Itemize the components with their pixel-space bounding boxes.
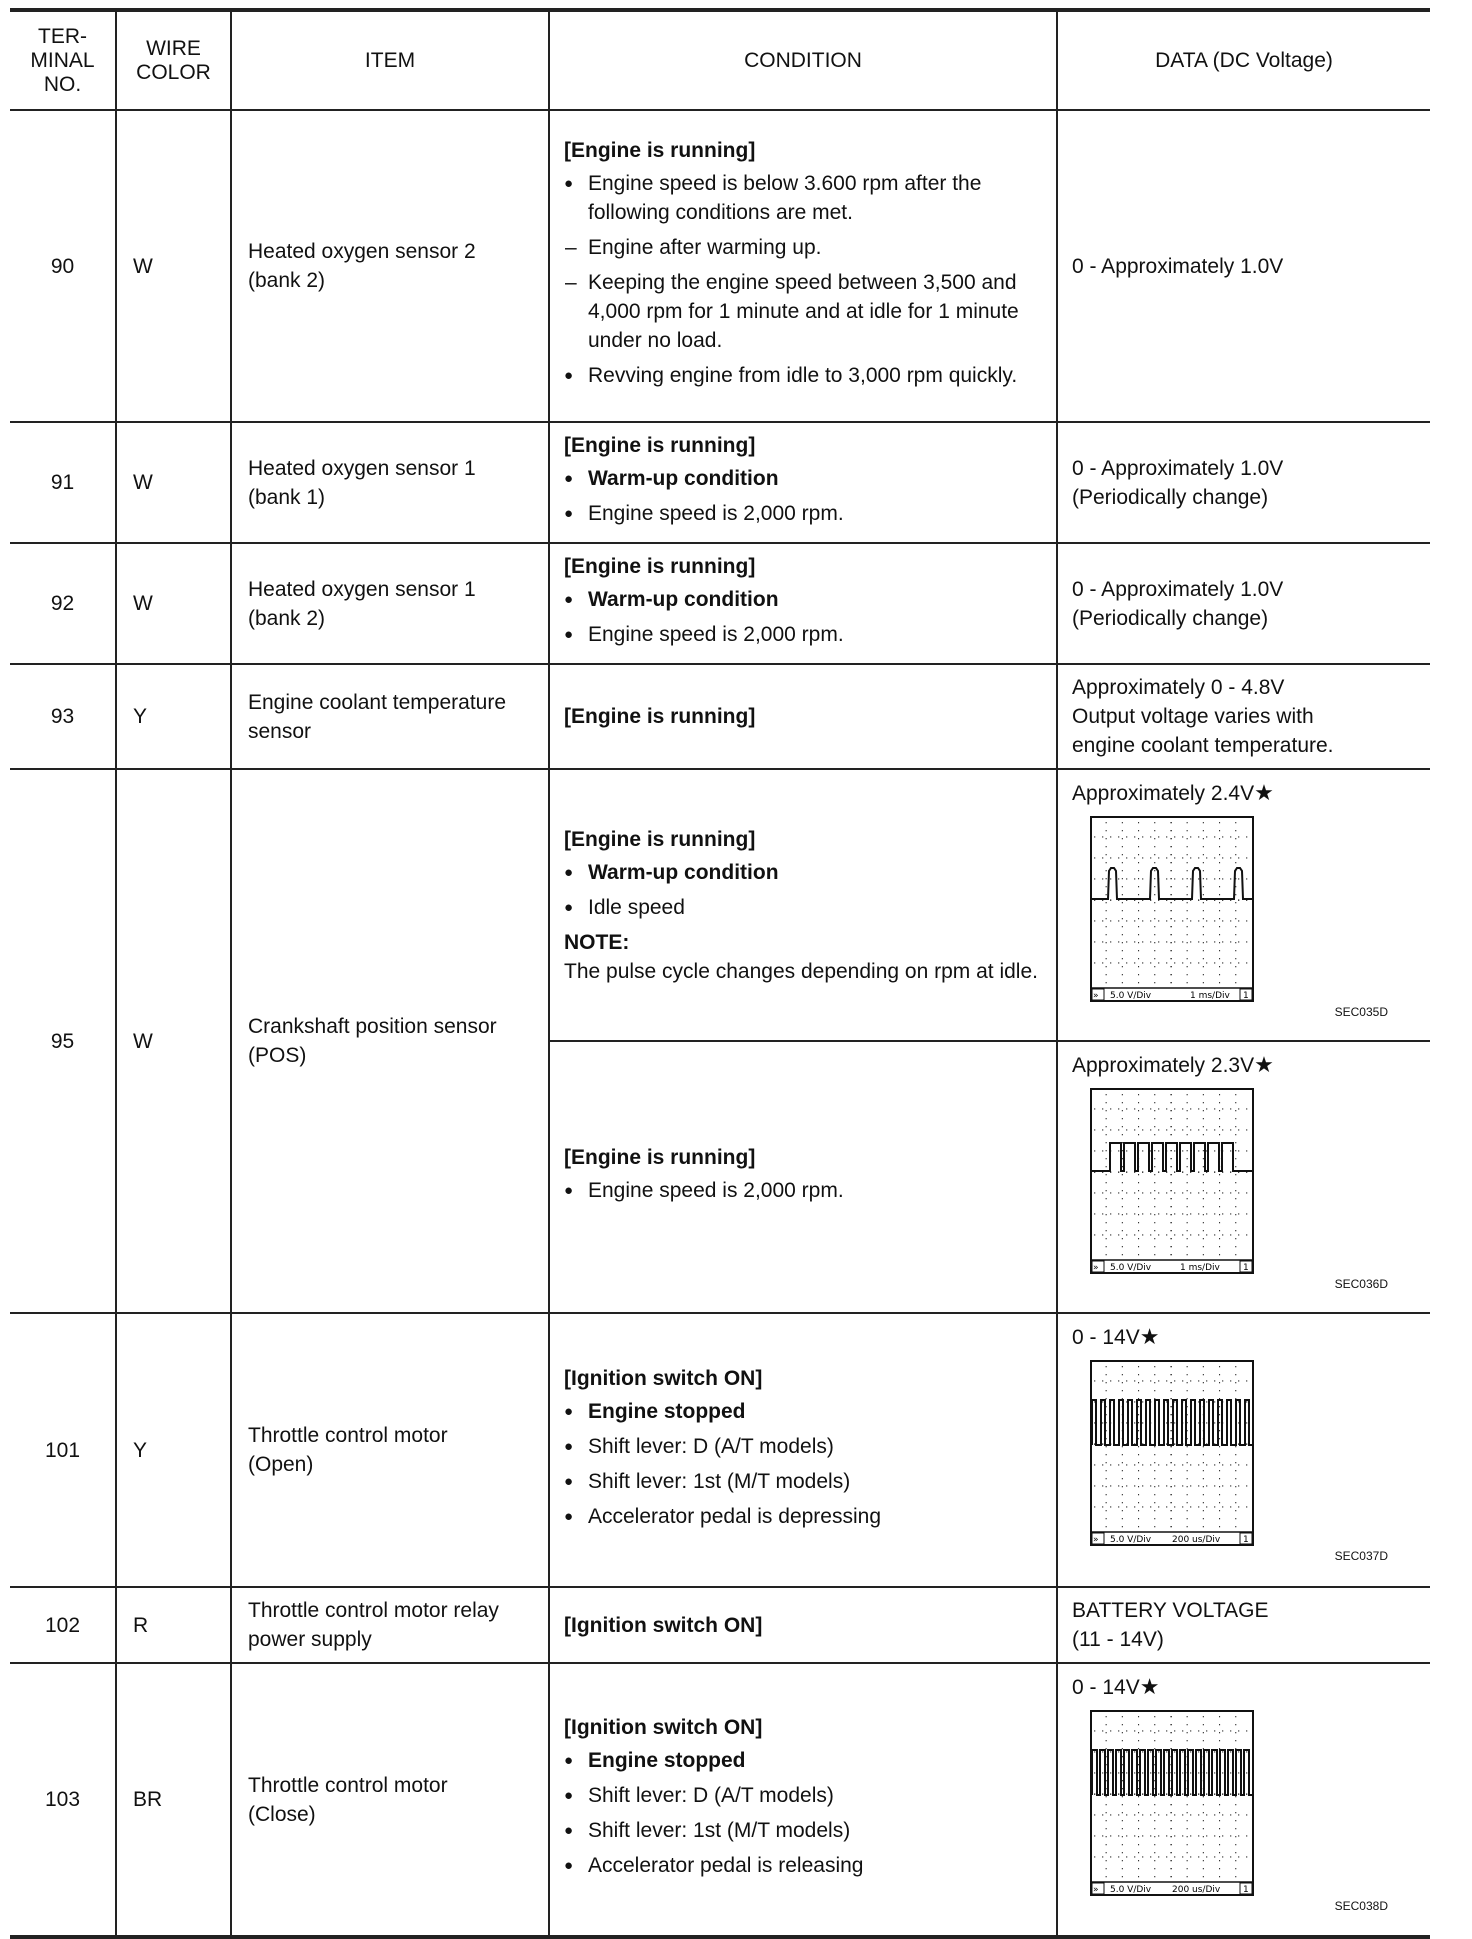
table-row <box>10 110 1430 422</box>
condition-item: ● Engine speed is 2,000 rpm. <box>564 1176 1042 1205</box>
condition-item: ● Engine speed is 2,000 rpm. <box>564 620 1042 649</box>
scope-volt-div: 5.0 V/Div <box>1110 1535 1152 1545</box>
wire-color: W <box>116 543 231 664</box>
figure-code: SEC036D <box>1334 1277 1388 1291</box>
terminal-no: 102 <box>10 1587 116 1663</box>
item-name: Crankshaft position sensor (POS) <box>231 769 549 1313</box>
scope-channel: 1 <box>1243 1535 1249 1545</box>
data-cell <box>1057 1041 1430 1313</box>
col-condition-header: CONDITION <box>549 10 1057 110</box>
data-cell <box>1057 769 1430 1041</box>
data-value: Approximately 0 - 4.8V Output voltage varies with engine coolant temperature. <box>1057 664 1430 769</box>
col-item-header: ITEM <box>231 10 549 110</box>
star-icon: ★ <box>1254 1052 1274 1077</box>
oscilloscope-waveform-sec035d <box>1090 816 1254 1002</box>
item-name: Heated oxygen sensor 1 (bank 1) <box>231 422 549 543</box>
scope-channel: 1 <box>1243 991 1249 1001</box>
condition-cell <box>549 1663 1057 1937</box>
scope-volt-div: 5.0 V/Div <box>1110 1885 1152 1895</box>
scope-channel: 1 <box>1243 1263 1249 1273</box>
item-name: Throttle control motor relay power supply <box>231 1587 549 1663</box>
condition-cell <box>549 1313 1057 1587</box>
condition-header: [Ignition switch ON] <box>564 1366 763 1390</box>
data-cell <box>1057 1663 1430 1937</box>
condition-header: [Engine is running] <box>564 434 756 457</box>
terminal-no: 95 <box>10 769 116 1313</box>
condition-item: ● Shift lever: D (A/T models) <box>564 1781 1042 1810</box>
item-name: Engine coolant temperature sensor <box>231 664 549 769</box>
wire-color: W <box>116 769 231 1313</box>
condition-header: [Engine is running] <box>564 139 756 162</box>
wire-color: Y <box>116 1313 231 1587</box>
col-wire-color-header: WIRE COLOR <box>116 10 231 110</box>
item-name: Throttle control motor (Open) <box>231 1313 549 1587</box>
star-icon: ★ <box>1139 1324 1160 1349</box>
condition-item: ● Engine speed is 2,000 rpm. <box>564 499 1042 528</box>
terminal-no: 93 <box>10 664 116 769</box>
table-row <box>10 1313 1430 1587</box>
oscilloscope-waveform-sec038d <box>1090 1710 1254 1896</box>
oscilloscope-waveform-sec037d <box>1090 1360 1254 1546</box>
terminal-data-table <box>10 8 1430 1939</box>
item-name: Heated oxygen sensor 2 (bank 2) <box>231 110 549 422</box>
scope-frame <box>1091 817 1253 1001</box>
condition-item: ● Warm-up condition <box>564 464 1042 493</box>
table-row <box>10 1587 1430 1663</box>
figure-code: SEC035D <box>1334 1005 1388 1019</box>
terminal-no: 92 <box>10 543 116 664</box>
data-cell <box>1057 1313 1430 1587</box>
star-icon: ★ <box>1254 780 1274 805</box>
condition-item: ● Revving engine from idle to 3,000 rpm quickly. <box>564 361 1042 390</box>
scope-time-div: 1 ms/Div <box>1190 991 1230 1001</box>
condition-header: [Engine is running] <box>564 705 756 728</box>
condition-item: ● Warm-up condition <box>564 858 1042 887</box>
star-icon: ★ <box>1139 1674 1160 1699</box>
condition-header: [Ignition switch ON] <box>564 1613 763 1637</box>
oscilloscope-waveform-sec036d <box>1090 1088 1254 1274</box>
note-heading: NOTE: <box>564 930 630 954</box>
data-value: Approximately 2.4V★ <box>1072 780 1274 805</box>
scope-time-div: 200 us/Div <box>1172 1535 1221 1545</box>
condition-item: ● Accelerator pedal is releasing <box>564 1851 1042 1880</box>
table-row <box>10 422 1430 543</box>
condition-header: [Engine is running] <box>564 1146 756 1169</box>
wire-color: W <box>116 422 231 543</box>
wire-color: W <box>116 110 231 422</box>
table-row <box>10 543 1430 664</box>
scope-marker: » <box>1093 1885 1099 1895</box>
wire-color: BR <box>116 1663 231 1937</box>
condition-item: ● Shift lever: D (A/T models) <box>564 1432 1042 1461</box>
condition-header: [Engine is running] <box>564 555 756 578</box>
condition-subitem: – Engine after warming up. <box>564 233 1042 262</box>
table-row <box>10 664 1430 769</box>
condition-item: ● Accelerator pedal is depressing <box>564 1502 1042 1531</box>
condition-item: ● Engine stopped <box>564 1397 1042 1426</box>
figure-code: SEC037D <box>1334 1549 1388 1563</box>
condition-cell <box>549 543 1057 664</box>
item-name: Throttle control motor (Close) <box>231 1663 549 1937</box>
figure-code: SEC038D <box>1334 1899 1388 1913</box>
table-row <box>10 769 1430 1041</box>
waveform <box>1092 1750 1252 1795</box>
condition-cell <box>549 1041 1057 1313</box>
data-value: 0 - Approximately 1.0V (Periodically change) <box>1057 543 1430 664</box>
scope-time-div: 200 us/Div <box>1172 1885 1221 1895</box>
data-value: Approximately 2.3V★ <box>1072 1052 1274 1077</box>
terminal-no: 101 <box>10 1313 116 1587</box>
item-name: Heated oxygen sensor 1 (bank 2) <box>231 543 549 664</box>
wire-color: R <box>116 1587 231 1663</box>
condition-item: ● Shift lever: 1st (M/T models) <box>564 1816 1042 1845</box>
condition-item: ● Engine speed is below 3.600 rpm after the following conditions are met. <box>564 169 1042 227</box>
terminal-table-sheet <box>10 8 1430 1939</box>
col-data-header: DATA (DC Voltage) <box>1057 10 1430 110</box>
condition-cell <box>549 664 1057 769</box>
condition-header: [Ignition switch ON] <box>564 1716 763 1739</box>
scope-time-div: 1 ms/Div <box>1180 1263 1220 1273</box>
wire-color: Y <box>116 664 231 769</box>
note-text: The pulse cycle changes depending on rpm at idle. <box>564 959 1038 983</box>
condition-cell <box>549 110 1057 422</box>
data-value: 0 - Approximately 1.0V <box>1057 110 1430 422</box>
condition-header: [Engine is running] <box>564 827 756 851</box>
condition-cell <box>549 422 1057 543</box>
condition-item: ● Idle speed <box>564 893 1042 922</box>
condition-cell <box>549 1587 1057 1663</box>
condition-item: ● Warm-up condition <box>564 585 1042 614</box>
scope-marker: » <box>1093 1263 1099 1273</box>
data-value: 0 - 14V★ <box>1072 1674 1160 1699</box>
terminal-no: 91 <box>10 422 116 543</box>
scope-volt-div: 5.0 V/Div <box>1110 991 1152 1001</box>
col-terminal-header: TER- MINAL NO. <box>10 10 116 110</box>
table-row <box>10 1663 1430 1937</box>
scope-marker: » <box>1093 1535 1099 1545</box>
condition-item: ● Engine stopped <box>564 1746 1042 1775</box>
terminal-no: 103 <box>10 1663 116 1937</box>
scope-volt-div: 5.0 V/Div <box>1110 1263 1152 1273</box>
scope-channel: 1 <box>1243 1885 1249 1895</box>
condition-item: ● Shift lever: 1st (M/T models) <box>564 1467 1042 1496</box>
data-value: 0 - 14V★ <box>1072 1324 1160 1349</box>
condition-cell <box>549 769 1057 1041</box>
data-value: 0 - Approximately 1.0V (Periodically change) <box>1057 422 1430 543</box>
data-value: BATTERY VOLTAGE (11 - 14V) <box>1057 1587 1430 1663</box>
scope-marker: » <box>1093 991 1099 1001</box>
condition-subitem: – Keeping the engine speed between 3,500 and 4,000 rpm for 1 minute and at idle for 1 minute under no load. <box>564 268 1042 355</box>
terminal-no: 90 <box>10 110 116 422</box>
table-header-row <box>10 10 1430 110</box>
